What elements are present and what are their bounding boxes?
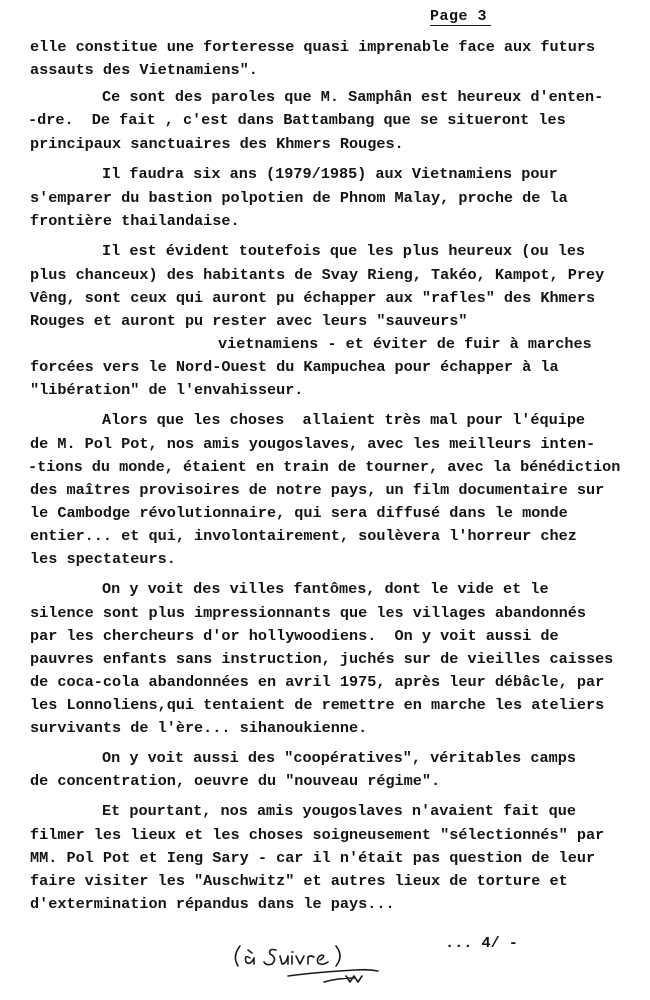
text-line: le Cambodge révolutionnaire, qui sera diffusé dans le monde — [30, 504, 568, 522]
text-line: de concentration, oeuvre du "nouveau régime". — [30, 772, 441, 790]
text-line: d'extermination répandus dans le pays... — [30, 895, 395, 913]
text-line: filmer les lieux et les choses soigneusement "sélectionnés" par — [30, 826, 605, 844]
text-line: assauts des Vietnamiens". — [30, 61, 258, 79]
text-line: survivants de l'ère... sihanoukienne. — [30, 719, 368, 737]
text-line: Alors que les choses allaient très mal pour l'équipe — [102, 411, 586, 429]
text-line: plus chanceux) des habitants de Svay Rieng, Takéo, Kampot, Prey — [30, 266, 605, 284]
text-line: On y voit des villes fantômes, dont le vide et le — [102, 580, 549, 598]
text-line: de M. Pol Pot, nos amis yougoslaves, avec les meilleurs inten- — [30, 435, 596, 453]
text-line: -tions du monde, étaient en train de tourner, avec la bénédiction — [28, 458, 621, 476]
text-line: "libération" de l'envahisseur. — [30, 381, 304, 399]
text-line: de coca-cola abandonnées en avril 1975, après leur débâcle, par — [30, 673, 605, 691]
text-line: MM. Pol Pot et Ieng Sary - car il n'était pas question de leur — [30, 849, 596, 867]
text-line: s'emparer du bastion polpotien de Phnom Malay, proche de la — [30, 189, 568, 207]
text-line: des maîtres provisoires de notre pays, un film documentaire sur — [30, 481, 605, 499]
text-line: Il faudra six ans (1979/1985) aux Vietnamiens pour — [102, 165, 558, 183]
text-line: faire visiter les "Auschwitz" et autres lieux de torture et — [30, 872, 568, 890]
continuation-marker: ... 4/ - — [445, 934, 518, 952]
text-line: les spectateurs. — [30, 550, 176, 568]
text-line: principaux sanctuaires des Khmers Rouges. — [30, 135, 404, 153]
text-line: Il est évident toutefois que les plus heureux (ou les — [102, 242, 586, 260]
text-line: On y voit aussi des "coopératives", véritables camps — [102, 749, 576, 767]
text-line: les Lonnoliens,qui tentaient de remettre en marche les ateliers — [30, 696, 605, 714]
text-line: entier... et qui, involontairement, soulèvera l'horreur chez — [30, 527, 577, 545]
text-line: vietnamiens - et éviter de fuir à marches — [218, 335, 592, 353]
text-line: Rouges et auront pu rester avec leurs "sauveurs" — [30, 312, 468, 330]
text-line: elle constitue une forteresse quasi imprenable face aux futurs — [30, 38, 596, 56]
text-line: Et pourtant, nos amis yougoslaves n'avaient fait que — [102, 802, 576, 820]
text-line: par les chercheurs d'or hollywoodiens. On y voit aussi de — [30, 627, 559, 645]
text-line: forcées vers le Nord-Ouest du Kampuchea pour échapper à la — [30, 358, 559, 376]
text-line: silence sont plus impressionnants que les villages abandonnés — [30, 604, 586, 622]
text-line: Ce sont des paroles que M. Samphân est heureux d'enten- — [102, 88, 604, 106]
text-line: pauvres enfants sans instruction, juchés sur de vieilles caisses — [30, 650, 614, 668]
text-line: frontière thailandaise. — [30, 212, 240, 230]
text-line: -dre. De fait , c'est dans Battambang que se situeront les — [28, 111, 566, 129]
text-line: Vêng, sont ceux qui auront pu échapper aux "rafles" des Khmers — [30, 289, 596, 307]
handwritten-note-signature — [228, 940, 398, 990]
page-number: Page 3 — [430, 8, 491, 26]
